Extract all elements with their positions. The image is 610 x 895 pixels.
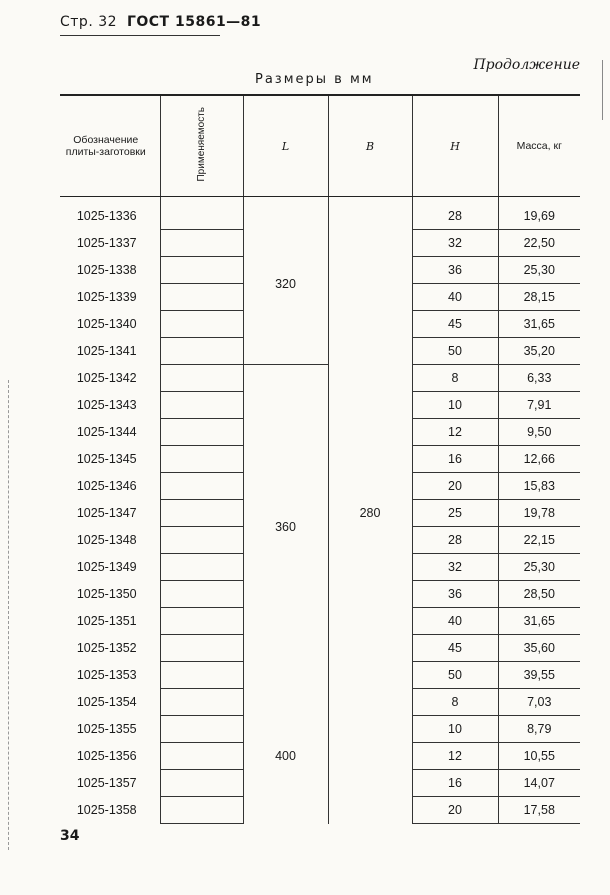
mass-cell: 28,50 (498, 581, 580, 608)
designation-cell: 1025-1356 (76, 749, 137, 763)
mass-cell: 22,50 (498, 230, 580, 257)
table-row (60, 689, 580, 716)
mass-cell: 9,50 (498, 419, 580, 446)
mass-cell: 15,83 (498, 473, 580, 500)
h-cell: 28 (412, 527, 498, 554)
mass-cell: 7,91 (498, 392, 580, 419)
h-cell: 40 (412, 284, 498, 311)
designation-cell: 1025-1344 (76, 425, 137, 439)
mass-cell: 14,07 (498, 770, 580, 797)
mass-cell: 35,60 (498, 635, 580, 662)
applicability-cell (160, 284, 243, 311)
applicability-cell (160, 581, 243, 608)
table-header-row (60, 95, 580, 197)
applicability-cell (160, 716, 243, 743)
page-header (60, 14, 261, 30)
applicability-cell (160, 770, 243, 797)
applicability-cell (160, 797, 243, 824)
designation-cell: 1025-1352 (76, 641, 137, 655)
mass-cell: 19,69 (498, 203, 580, 230)
mass-cell: 17,58 (498, 797, 580, 824)
h-cell: 8 (412, 365, 498, 392)
mass-cell: 31,65 (498, 608, 580, 635)
applicability-cell (160, 554, 243, 581)
col-L: L (243, 95, 328, 197)
h-cell: 20 (412, 797, 498, 824)
h-cell: 10 (412, 392, 498, 419)
h-cell: 45 (412, 311, 498, 338)
applicability-cell (160, 311, 243, 338)
h-cell: 32 (412, 230, 498, 257)
l-value-cell: 400 (243, 689, 328, 824)
designation-cell: 1025-1355 (76, 722, 137, 736)
applicability-cell (160, 257, 243, 284)
col-applicability-label: Применяемость (196, 107, 207, 182)
designation-cell: 1025-1349 (76, 560, 137, 574)
applicability-cell (160, 446, 243, 473)
l-value-cell: 360 (243, 365, 328, 689)
applicability-cell (160, 662, 243, 689)
h-cell: 50 (412, 662, 498, 689)
table-row (60, 203, 580, 230)
col-designation: Обозначение плиты-заготовки (60, 95, 160, 197)
mass-cell: 6,33 (498, 365, 580, 392)
h-cell: 36 (412, 257, 498, 284)
applicability-cell (160, 743, 243, 770)
mass-cell: 12,66 (498, 446, 580, 473)
mass-cell: 10,55 (498, 743, 580, 770)
mass-cell: 7,03 (498, 689, 580, 716)
designation-cell: 1025-1342 (76, 371, 137, 385)
mass-cell: 35,20 (498, 338, 580, 365)
applicability-cell (160, 500, 243, 527)
designation-cell: 1025-1350 (76, 587, 137, 601)
h-cell: 8 (412, 689, 498, 716)
scan-margin-mark (8, 380, 10, 850)
applicability-cell (160, 635, 243, 662)
header-rule (60, 35, 220, 36)
spec-table (60, 94, 580, 824)
applicability-cell (160, 419, 243, 446)
designation-cell: 1025-1345 (76, 452, 137, 466)
applicability-cell (160, 203, 243, 230)
mass-cell: 22,15 (498, 527, 580, 554)
h-cell: 32 (412, 554, 498, 581)
mass-cell: 39,55 (498, 662, 580, 689)
h-cell: 16 (412, 446, 498, 473)
mass-cell: 25,30 (498, 257, 580, 284)
applicability-cell (160, 392, 243, 419)
applicability-cell (160, 230, 243, 257)
designation-cell: 1025-1338 (76, 263, 137, 277)
designation-cell: 1025-1336 (76, 209, 137, 224)
designation-cell: 1025-1347 (76, 506, 137, 520)
h-cell: 25 (412, 500, 498, 527)
designation-cell: 1025-1339 (76, 290, 137, 304)
applicability-cell (160, 365, 243, 392)
designation-cell: 1025-1357 (76, 776, 137, 790)
designation-cell: 1025-1353 (76, 668, 137, 682)
h-cell: 40 (412, 608, 498, 635)
h-cell: 50 (412, 338, 498, 365)
h-cell: 12 (412, 743, 498, 770)
h-cell: 20 (412, 473, 498, 500)
mass-cell: 25,30 (498, 554, 580, 581)
designation-cell: 1025-1358 (76, 803, 137, 817)
mass-cell: 8,79 (498, 716, 580, 743)
continuation-label: Продолжение (473, 57, 580, 73)
dimensions-caption: Размеры в мм (255, 72, 374, 87)
col-applicability (160, 95, 243, 197)
mass-cell: 19,78 (498, 500, 580, 527)
h-cell: 16 (412, 770, 498, 797)
applicability-cell (160, 338, 243, 365)
col-B: B (328, 95, 412, 197)
applicability-cell (160, 608, 243, 635)
page-number: 34 (60, 828, 80, 844)
designation-cell: 1025-1346 (76, 479, 137, 493)
h-cell: 45 (412, 635, 498, 662)
designation-cell: 1025-1343 (76, 398, 137, 412)
applicability-cell (160, 473, 243, 500)
applicability-cell (160, 689, 243, 716)
scan-edge-mark (602, 60, 603, 120)
page-label: Стр. 32 (60, 14, 118, 30)
table-body (60, 197, 580, 824)
col-mass: Масса, кг (498, 95, 580, 197)
col-H: H (412, 95, 498, 197)
mass-cell: 31,65 (498, 311, 580, 338)
h-cell: 10 (412, 716, 498, 743)
h-cell: 28 (412, 203, 498, 230)
designation-cell: 1025-1354 (76, 695, 137, 709)
l-value-cell: 320 (243, 203, 328, 365)
applicability-cell (160, 527, 243, 554)
standard-code: ГОСТ 15861—81 (126, 14, 262, 30)
h-cell: 36 (412, 581, 498, 608)
designation-cell: 1025-1351 (76, 614, 137, 628)
mass-cell: 28,15 (498, 284, 580, 311)
table-row (60, 365, 580, 392)
designation-cell: 1025-1340 (76, 317, 137, 331)
designation-cell: 1025-1348 (76, 533, 137, 547)
designation-cell: 1025-1337 (76, 236, 137, 250)
h-cell: 12 (412, 419, 498, 446)
b-value-cell: 280 (328, 203, 412, 824)
designation-cell: 1025-1341 (76, 344, 137, 358)
